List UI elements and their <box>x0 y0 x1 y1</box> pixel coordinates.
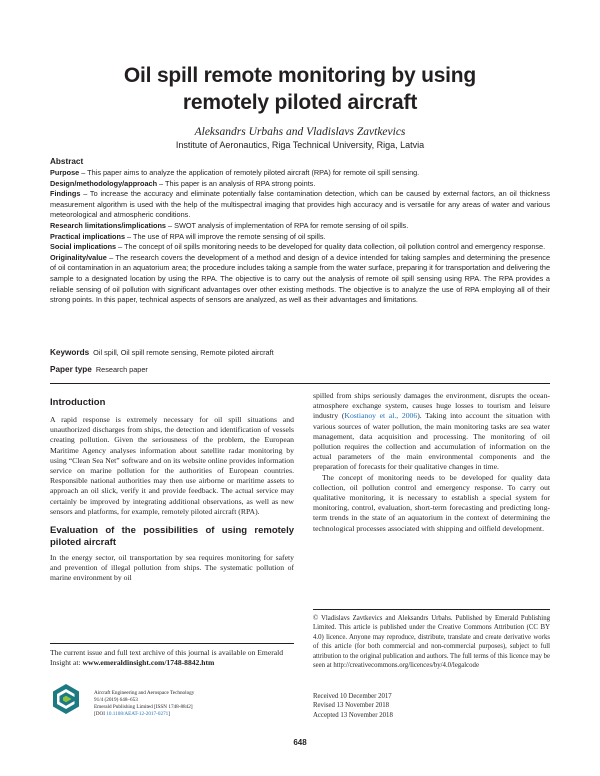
doi-suffix: ] <box>168 711 170 718</box>
title-line-1: Oil spill remote monitoring by using <box>123 64 477 87</box>
license-statement: © Vladislavs Zavtkevics and Aleksandrs Urbahs. Published by Emerald Publishing Limited. This article is published under the Creative Commons Attribution (CC BY 4.0) licence. Anyone may reproduce, distribute, translate and create derivative works of this article (for both commercial and non-commercial purposes), subject to full attribution to the original publication and authors. The full terms of this licence may be seen at http://creativecommons.org/licences/by/4.0/legalcode <box>313 615 550 670</box>
footnote-divider-left <box>50 643 294 644</box>
abstract-label: Originality/value <box>50 252 107 262</box>
journal-name: Aircraft Engineering and Aerospace Technology <box>94 690 195 696</box>
issue-notice-text: The current issue and full text archive of this journal is available on Emerald Insight at: <box>50 648 284 667</box>
doi-link[interactable]: 10.1108/AEAT-12-2017-0271 <box>106 711 169 718</box>
abstract-text: – The use of RPA will improve the remote sensing of oil spills. <box>125 231 326 241</box>
issue-notice <box>50 648 294 668</box>
abstract <box>50 157 550 306</box>
title-line-2: remotely piloted aircraft <box>182 91 418 114</box>
keywords-label: Keywords <box>50 348 90 357</box>
authors: Aleksandrs Urbahs and Vladislavs Zavtkevics <box>194 126 406 138</box>
introduction-paragraph: A rapid response is extremely necessary for oil spill situations and unauthorized discharges from ships, the detection and identification of vessels creating pollution. Given the seriousness of the problem, the European Maritime Agency analyses information about satellite radar monitoring by using “Clean Sea Net” software and on its website online provides information service on marine pollution for the authorities of European countries. Responsible national authorities may then use airborne or maritime assets to approach an oil slick, verify it and provide feedback. The actual service may certainly be improved by integrating additional observations, as well as new sensors and platforms, for example, remotely piloted aircraft (RPA). <box>50 415 294 516</box>
abstract-label: Research limitations/implications <box>50 221 166 231</box>
evaluation-paragraph: In the energy sector, oil transportation by sea requires monitoring for safety and prevention of illegal pollution from ships. The systematic pollution of marine environment by oil <box>50 553 294 583</box>
emerald-publishing-logo-icon <box>50 683 82 715</box>
right-p1-end: ). Taking into account the situation with various sources of water pollution, the main monitoring tasks are sea water management, data acquisition and processing. The monitoring of oil pollution requires the collection and accumulation of information on the actual parameters of the main environmental components and the preparation of forecasts for their qualitative changes in time. <box>313 411 551 472</box>
date-received: Received 10 December 2017 <box>313 693 392 700</box>
paper-title <box>60 62 540 116</box>
journal-publisher: Emerald Publishing Limited [ISSN 1748-8842] <box>94 704 193 711</box>
abstract-label: Findings <box>50 189 81 199</box>
article-dates <box>313 692 550 720</box>
issue-url[interactable]: www.emeraldinsight.com/1748-8842.htm <box>82 658 215 667</box>
affiliation: Institute of Aeronautics, Riga Technical University, Riga, Latvia <box>175 140 425 150</box>
abstract-label: Purpose <box>50 168 80 178</box>
abstract-text: – The research covers the development of a method and design of a device intended for taking samples and determining the presence of oil contamination in an aquatorium area; the procedure includes taking a sample from the water surface, preparing it for transportation and delivering the sample to a designated location by using the RPA. The objective is to carry out the analysis of remote oil spill sensing using RPA. The RPA provides a reliable sensing of oil pollution with significant advantages over other existing methods. The objective is to analyze the use of RPA employing all of their strong points. In this paper, technical aspects of sensors are analyzed, as well as their advantages and limitations. <box>50 252 550 305</box>
abstract-label: Design/methodology/approach <box>50 178 158 188</box>
date-accepted: Accepted 13 November 2018 <box>313 711 393 719</box>
journal-volume: 91/4 (2019) 648–653 <box>94 697 138 704</box>
footnote-divider-right <box>313 609 550 610</box>
journal-info <box>94 690 294 718</box>
paper-type-label: Paper type <box>50 365 92 374</box>
date-revised: Revised 13 November 2018 <box>313 702 390 710</box>
doi-prefix: [DOI <box>94 711 107 718</box>
right-p1-start: spilled from ships seriously damages the environment, disrupts the ocean-atmosphere exchange system, causes huge losses to tourism and leisure industry ( <box>313 391 550 421</box>
abstract-label: Social implications <box>50 242 117 252</box>
citation-link[interactable]: Kostianoy et al., 2006 <box>344 411 418 421</box>
paper-type-text: Research paper <box>95 365 148 374</box>
abstract-originality <box>50 253 550 306</box>
abstract-findings <box>50 189 550 221</box>
abstract-text: – To increase the accuracy and eliminate potentially false contamination detection, which can be caused by external factors, an oil thickness measurement algorithm is used with the help of the multispectral imaging that provides high accuracy and is versatile for any areas of water and various meteorological and atmospheric conditions. <box>50 189 550 220</box>
journal-doi <box>94 711 294 718</box>
abstract-purpose <box>50 168 550 179</box>
abstract-text: – This paper is an analysis of RPA strong points. <box>157 178 316 188</box>
paper-type <box>50 365 550 374</box>
abstract-heading: Abstract <box>50 157 84 166</box>
section-divider <box>50 383 550 384</box>
abstract-text: – The concept of oil spills monitoring needs to be developed for quality data collection, oil pollution control and emergency response. <box>116 242 546 252</box>
abstract-label: Practical implications <box>50 231 126 241</box>
right-column <box>313 391 550 534</box>
evaluation-heading: Evaluation of the possibilities of using remotely piloted aircraft <box>50 525 294 549</box>
page-number: 648 <box>293 738 307 747</box>
keywords-text: Oil spill, Oil spill remote sensing, Remote piloted aircraft <box>93 348 274 357</box>
introduction-heading: Introduction <box>50 397 106 408</box>
right-paragraph-1 <box>313 391 550 473</box>
abstract-text: – This paper aims to analyze the application of remotely piloted aircraft (RPA) for remote oil spill sensing. <box>79 168 420 178</box>
abstract-limitations <box>50 221 550 232</box>
keywords <box>50 348 550 357</box>
abstract-social <box>50 242 550 253</box>
right-paragraph-2: The concept of monitoring needs to be developed for quality data collection, oil pollution control and emergency response. To carry out qualitative monitoring, it is necessary to establish a special system for monitoring, control, evaluation, short-term forecasting and predicting long-term trends in the state of an aquatorium in the context of determining the technological processes associated with shipping and oilfield development. <box>313 472 550 533</box>
abstract-design <box>50 179 550 190</box>
abstract-text: – SWOT analysis of implementation of RPA for remote sensing of oil spills. <box>165 221 409 231</box>
left-column <box>50 397 294 584</box>
abstract-practical <box>50 232 550 243</box>
